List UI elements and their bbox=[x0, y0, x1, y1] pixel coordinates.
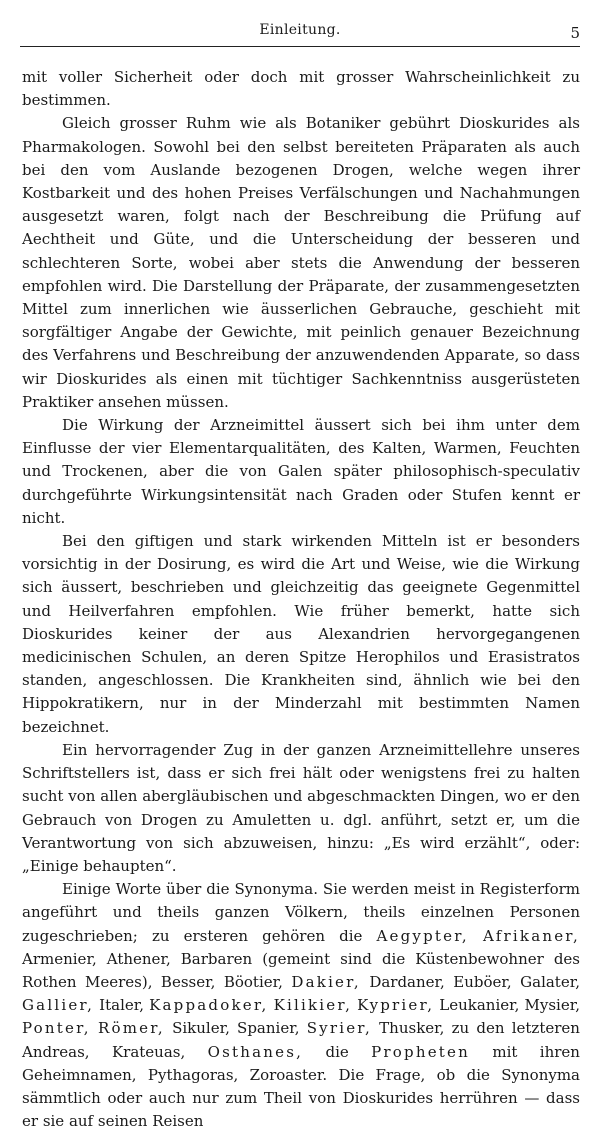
text-run: Einige Worte über die Synonyma. Sie werden meist in Registerform angeführt und theils ganzen Völkern, theils einzelnen Personen zugeschrieben; zu ersteren gehören die bbox=[22, 880, 580, 945]
spaced-term: Römer, bbox=[97, 1019, 165, 1038]
paragraph-synonyms bbox=[22, 878, 580, 1133]
spaced-term: Propheten bbox=[371, 1042, 470, 1061]
spaced-term: Aegypter, bbox=[376, 926, 469, 945]
text-run: Italer, bbox=[99, 996, 145, 1015]
page-number: 5 bbox=[570, 24, 580, 42]
header-title: Einleitung. bbox=[259, 22, 341, 38]
spaced-term: Dakier, bbox=[291, 972, 361, 991]
paragraph-superstition: Ein hervorragender Zug in der ganzen Arzneimittellehre unseres Schriftstellers ist, dass er sich frei hält oder wenigstens frei zu halten sucht von allen abergläubischen und abgeschmackten Dingen, wo er den Gebrauch von Drogen zu Amuletten u. dgl. anführt, setzt er, um die Verantwortung von sich abzuweisen, hinzu: „Es wird erzählt“, oder: „Einige behaupten“. bbox=[22, 740, 580, 875]
spaced-term: Ponter, bbox=[22, 1019, 91, 1038]
text-run: Sikuler, Spanier, bbox=[172, 1019, 300, 1038]
spaced-term: Kilikier, bbox=[273, 996, 353, 1015]
spaced-term: Osthanes, bbox=[207, 1042, 304, 1061]
running-header bbox=[20, 22, 580, 47]
paragraph-poisons: Bei den giftigen und stark wirkenden Mitteln ist er besonders vorsichtig in der Dosirung, es wird die Art und Weise, wie die Wirkung sich äussert, beschrieben und gleichzeitig das geeignete Gegenmittel und Heilverfahren empfohlen. Wie früher bemerkt, hatte sich Dioskurides keiner der aus Alexandrien hervorgegangenen medicinischen Schulen, an deren Spitze Herophilos und Erasistratos standen, angeschlossen. Die Krankheiten sind, ähnlich wie bei den Hippokratikern, nur in der Minderzahl mit bestimmten Namen bezeichnet. bbox=[22, 532, 580, 736]
spaced-term: Gallier, bbox=[22, 996, 95, 1015]
text-run: Dardaner, Euböer, Galater, bbox=[369, 972, 581, 991]
text-run: die bbox=[325, 1042, 349, 1061]
spaced-term: Afrikaner, bbox=[483, 926, 580, 945]
spaced-term: Kyprier, bbox=[357, 996, 435, 1015]
text-run: Thusker, zu den letzteren Andreas, Krateuas, bbox=[22, 1019, 580, 1061]
spaced-term: Syrier, bbox=[306, 1019, 372, 1038]
text-run: Leukanier, Mysier, bbox=[439, 996, 580, 1015]
body-text bbox=[22, 66, 580, 1133]
text-run: Armenier, Athener, Barbaren (gemeint sind die Küstenbewohner des Rothen Meeres), Besser, Böotier, bbox=[22, 949, 580, 991]
paragraph-effects: Die Wirkung der Arzneimittel äussert sich bei ihm unter dem Einflusse der vier Elementarqualitäten, des Kalten, Warmen, Feuchten und Trockenen, aber die von Galen später philosophisch-speculativ durchgeführte Wirkungsintensität nach Graden oder Stufen kennt er nicht. bbox=[22, 416, 580, 527]
paragraph-continuation: mit voller Sicherheit oder doch mit grosser Wahrscheinlichkeit zu bestimmen. bbox=[22, 68, 580, 110]
text-run: mit ihren Geheimnamen, Pythagoras, Zoroaster. Die Frage, ob die Synonyma sämmtlich oder auch nur zum Theil von Dioskurides herrühren — dass er sie auf seinen Reisen bbox=[22, 1042, 580, 1131]
spaced-term: Kappadoker, bbox=[149, 996, 269, 1015]
paragraph-pharmacology: Gleich grosser Ruhm wie als Botaniker gebührt Dioskurides als Pharmakologen. Sowohl bei den selbst bereiteten Präparaten als auch bei den vom Auslande bezogenen Drogen, welche wegen ihrer Kostbarkeit und des hohen Preises Verfälschungen und Nachahmungen ausgesetzt waren, folgt nach der Beschreibung die Prüfung auf Aechtheit und Güte, und die Unterscheidung der besseren und schlechteren Sorte, wobei aber stets die Anwendung der besseren empfohlen wird. Die Darstellung der Präparate, der zusammengesetzten Mittel zum innerlichen wie äusserlichen Gebrauche, geschieht mit sorgfältiger Angabe der Gewichte, mit peinlich genauer Bezeichnung des Verfahrens und Beschreibung der anzuwendenden Apparate, so dass wir Dioskurides als einen mit tüchtiger Sachkenntniss ausgerüsteten Praktiker ansehen müssen. bbox=[22, 114, 580, 411]
